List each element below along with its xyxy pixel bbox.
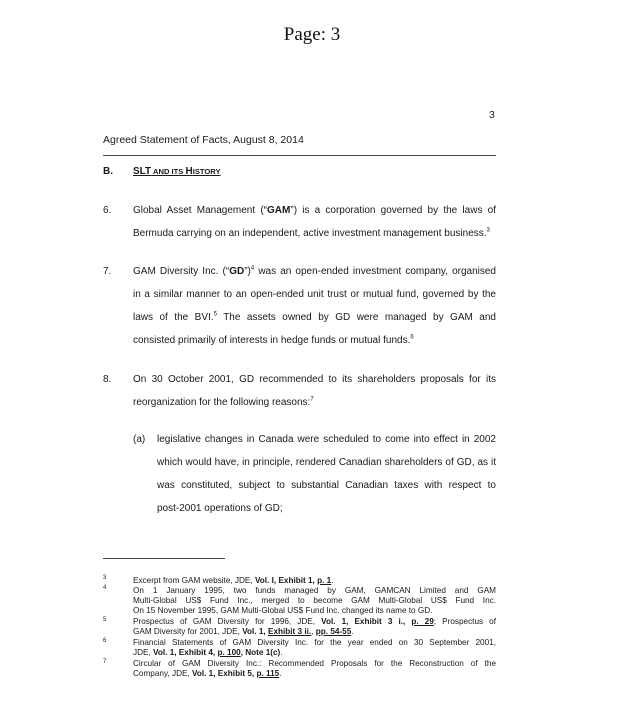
- section-title: [133, 166, 221, 177]
- page-link[interactable]: p. 115: [256, 669, 280, 678]
- footnote-ref[interactable]: 4: [250, 265, 255, 272]
- section-letter: B.: [103, 166, 113, 177]
- section-title-text: SLT: [133, 166, 152, 177]
- footnote-number: 4: [103, 585, 107, 591]
- text-run: Global Asset Management (“: [133, 205, 268, 216]
- text-run: Vol. I, Exhibit 1,: [254, 576, 318, 585]
- footnote-number: 5: [103, 617, 107, 623]
- text-run: Prospectus of GAM Diversity for 1996, JDE,: [133, 617, 322, 626]
- text-run: .: [280, 648, 283, 657]
- text-run: .: [331, 576, 334, 585]
- text-run: ; Prospectus of: [433, 617, 496, 626]
- footnote-line: [133, 648, 496, 657]
- footnote-number: 3: [103, 575, 107, 581]
- footnote-line: [133, 669, 496, 678]
- text-run: ,: [311, 627, 316, 636]
- subparagraph-line: legislative changes in Canada were scheduled to come into effect in 2002: [157, 434, 496, 445]
- text-run: ”) is a corporation governed by the laws of: [290, 205, 496, 216]
- footnote-number: 6: [103, 638, 107, 644]
- footnote-ref[interactable]: 3: [486, 227, 490, 234]
- page-link[interactable]: p. 1: [317, 576, 332, 585]
- text-run: reorganization for the following reasons:: [133, 397, 311, 408]
- header-rule: [103, 155, 496, 156]
- text-run: laws of the BVI.: [133, 312, 214, 323]
- paragraph-line: [133, 266, 496, 277]
- footnote-line: [133, 617, 496, 626]
- footnote-line: On 15 November 1995, GAM Multi-Global US$ Fund Inc. changed its name to GD.: [133, 606, 433, 615]
- paragraph-line: On 30 October 2001, GD recommended to its shareholders proposals for its: [133, 374, 496, 385]
- text-run: GAM Diversity for 2001, JDE,: [133, 627, 243, 636]
- section-title-text: ISTORY: [192, 167, 221, 176]
- paragraph-number: 8.: [103, 374, 112, 385]
- subparagraph-label: (a): [133, 434, 146, 445]
- paragraph-line: [133, 335, 496, 346]
- paragraph-line: [133, 228, 496, 239]
- text-run: .: [279, 669, 282, 678]
- footnote-line: Multi-Global US$ Fund Inc., merged to become GAM Multi-Global US$ Fund Inc.: [133, 596, 496, 605]
- page-number: 3: [489, 109, 495, 121]
- page-link[interactable]: pp. 54-55: [315, 627, 352, 636]
- text-run: JDE,: [133, 648, 154, 657]
- text-run: was an open-ended investment company, organised: [254, 266, 496, 277]
- subparagraph-line: post-2001 operations of GD;: [157, 503, 283, 514]
- footnote-line: [133, 627, 496, 636]
- footnote-line: Financial Statements of GAM Diversity Inc. for the year ended on 30 September 2001,: [133, 638, 496, 647]
- footnote-ref[interactable]: 7: [310, 396, 314, 403]
- text-run: consisted primarily of interests in hedge funds or mutual funds.: [133, 335, 411, 346]
- text-run: Company, JDE,: [133, 669, 192, 678]
- text-run: Vol. 1, Exhibit 5,: [192, 669, 257, 678]
- page-link[interactable]: p. 100: [217, 648, 241, 657]
- footnote-ref[interactable]: 6: [410, 334, 414, 341]
- section-title-text: H: [185, 166, 193, 177]
- text-run: Vol. 1, Exhibit 3 i.,: [321, 617, 412, 626]
- section-title-text: AND ITS: [151, 167, 186, 176]
- document-header-title: Agreed Statement of Facts, August 8, 2014: [103, 134, 304, 146]
- text-run: , Note 1(c): [240, 648, 281, 657]
- text-run: The assets owned by GD were managed by GAM and: [216, 312, 496, 323]
- text-run: GAM Diversity Inc. (“: [133, 266, 230, 277]
- page-link[interactable]: p. 29: [411, 617, 434, 626]
- text-run: Excerpt from GAM website, JDE,: [133, 576, 255, 585]
- text-run: GAM: [267, 205, 291, 216]
- text-run: .: [351, 627, 354, 636]
- footnote-separator: [103, 558, 225, 559]
- paragraph-line: in a similar manner to an open-ended unit trust or mutual fund, governed by the: [133, 289, 496, 300]
- footnote-line: Circular of GAM Diversity Inc.: Recommended Proposals for the Reconstruction of the: [133, 659, 496, 668]
- text-run: Vol. 1, Exhibit 4,: [153, 648, 218, 657]
- paragraph-line: [133, 397, 496, 408]
- footnote-number: 7: [103, 659, 107, 665]
- viewer-page-label: Page: 3: [283, 24, 341, 45]
- text-run: Bermuda carrying on an independent, active investment management business.: [133, 228, 487, 239]
- subparagraph-line: which would have, in principle, rendered Canadian shareholders of GD, as it: [157, 457, 496, 468]
- footnote-line: [133, 576, 496, 585]
- footnote-line: On 1 January 1995, two funds managed by GAM, GAMCAN Limited and GAM: [133, 586, 496, 595]
- text-run: Exhibit 3 ii.: [267, 627, 312, 636]
- subparagraph-line: was constituted, subject to substantial Canadian taxes with respect to: [157, 480, 496, 491]
- footnote-ref[interactable]: 5: [213, 311, 217, 318]
- text-run: ”): [244, 266, 251, 277]
- paragraph-line: [133, 312, 496, 323]
- paragraph-line: [133, 205, 496, 216]
- paragraph-number: 7.: [103, 266, 112, 277]
- text-run: GD: [229, 266, 245, 277]
- paragraph-number: 6.: [103, 205, 112, 216]
- text-run: Vol. 1,: [242, 627, 268, 636]
